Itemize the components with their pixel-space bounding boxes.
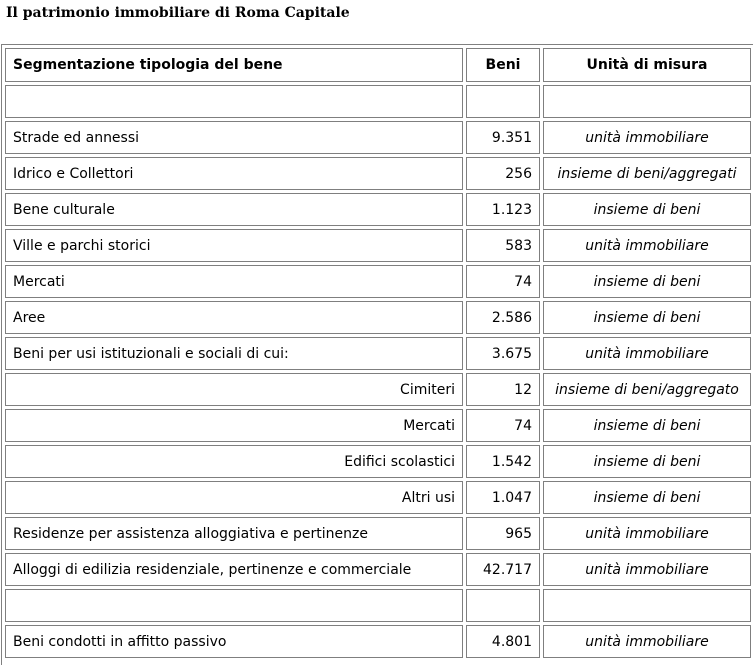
page-title: Il patrimonio immobiliare di Roma Capitale xyxy=(6,5,350,21)
category-cell: Beni condotti in affitto passivo xyxy=(5,625,463,658)
beni-cell xyxy=(466,589,540,622)
table-row xyxy=(5,553,751,586)
unita-cell: unità immobiliare xyxy=(543,229,751,262)
category-cell: Residenze per assistenza alloggiativa e pertinenze xyxy=(5,517,463,550)
beni-cell: 12 xyxy=(466,373,540,406)
unita-cell: unità immobiliare xyxy=(543,625,751,658)
beni-cell: 4.801 xyxy=(466,625,540,658)
header-segmentazione: Segmentazione tipologia del bene xyxy=(5,48,463,82)
category-cell xyxy=(5,85,463,118)
patrimonio-table xyxy=(2,45,754,661)
category-cell: Bene culturale xyxy=(5,193,463,226)
unita-cell: insieme di beni/aggregati xyxy=(543,157,751,190)
header-unita: Unità di misura xyxy=(543,48,751,82)
unita-cell: unità immobiliare xyxy=(543,337,751,370)
category-cell: Idrico e Collettori xyxy=(5,157,463,190)
beni-cell: 1.542 xyxy=(466,445,540,478)
table-row xyxy=(5,229,751,262)
beni-cell: 1.123 xyxy=(466,193,540,226)
header-beni: Beni xyxy=(466,48,540,82)
unita-cell: insieme di beni xyxy=(543,265,751,298)
category-cell: Alloggi di edilizia residenziale, pertinenze e commerciale xyxy=(5,553,463,586)
table-row xyxy=(5,121,751,154)
sub-category-cell: Cimiteri xyxy=(5,373,463,406)
unita-cell: insieme di beni/aggregato xyxy=(543,373,751,406)
unita-cell: insieme di beni xyxy=(543,193,751,226)
category-cell: Ville e parchi storici xyxy=(5,229,463,262)
table-row xyxy=(5,409,751,442)
sub-category-cell: Altri usi xyxy=(5,481,463,514)
table-row xyxy=(5,301,751,334)
table-row xyxy=(5,193,751,226)
beni-cell: 1.047 xyxy=(466,481,540,514)
beni-cell: 3.675 xyxy=(466,337,540,370)
sub-category-cell: Mercati xyxy=(5,409,463,442)
beni-cell: 2.586 xyxy=(466,301,540,334)
unita-cell: unità immobiliare xyxy=(543,553,751,586)
table-row xyxy=(5,337,751,370)
unita-cell: insieme di beni xyxy=(543,409,751,442)
unita-cell: insieme di beni xyxy=(543,445,751,478)
beni-cell: 9.351 xyxy=(466,121,540,154)
table-row xyxy=(5,625,751,658)
category-cell: Beni per usi istituzionali e sociali di cui: xyxy=(5,337,463,370)
unita-cell: unità immobiliare xyxy=(543,517,751,550)
beni-cell: 74 xyxy=(466,265,540,298)
table-row xyxy=(5,265,751,298)
table-row xyxy=(5,445,751,478)
beni-cell: 256 xyxy=(466,157,540,190)
category-cell: Aree xyxy=(5,301,463,334)
beni-cell: 583 xyxy=(466,229,540,262)
table-row xyxy=(5,157,751,190)
table-row xyxy=(5,517,751,550)
table-row xyxy=(5,373,751,406)
category-cell: Strade ed annessi xyxy=(5,121,463,154)
unita-cell xyxy=(543,589,751,622)
category-cell: Mercati xyxy=(5,265,463,298)
table-row xyxy=(5,589,751,622)
unita-cell xyxy=(543,85,751,118)
unita-cell: unità immobiliare xyxy=(543,121,751,154)
header-row xyxy=(5,48,751,82)
sub-category-cell: Edifici scolastici xyxy=(5,445,463,478)
beni-cell: 965 xyxy=(466,517,540,550)
beni-cell: 74 xyxy=(466,409,540,442)
table-row xyxy=(5,85,751,118)
beni-cell xyxy=(466,85,540,118)
unita-cell: insieme di beni xyxy=(543,301,751,334)
unita-cell: insieme di beni xyxy=(543,481,751,514)
table-row xyxy=(5,481,751,514)
category-cell xyxy=(5,589,463,622)
beni-cell: 42.717 xyxy=(466,553,540,586)
